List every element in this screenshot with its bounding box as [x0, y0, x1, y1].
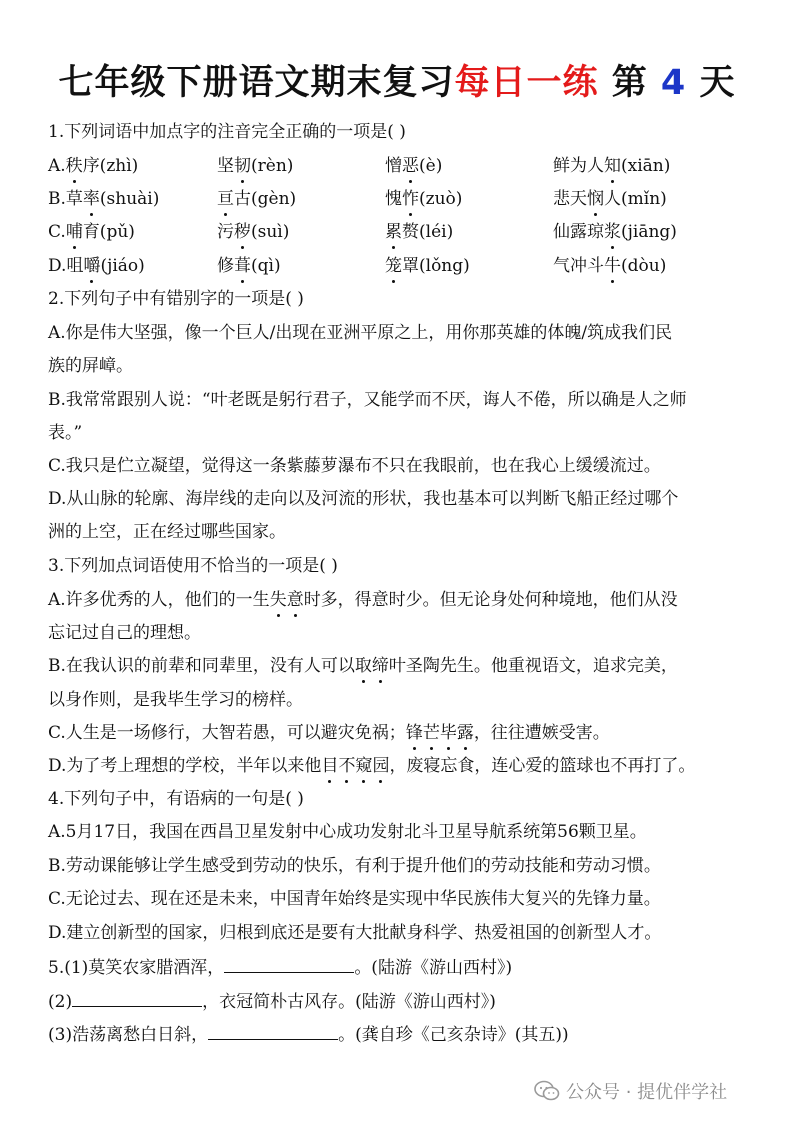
dotted-char: 露	[456, 723, 474, 743]
dotted-char: 秽	[234, 222, 251, 242]
q3-option-c: C.人生是一场修行，大智若愚，可以避灾免祸；锋芒毕露，往往遭嫉受害。	[48, 723, 610, 743]
title-day-number: 4	[660, 63, 687, 103]
q1-option-a-word-2: 坚韧(rèn)	[217, 156, 294, 176]
answer-blank[interactable]	[208, 1023, 338, 1040]
title-highlight: 每日一练	[454, 63, 599, 103]
question-4-stem: 4.下列句子中，有语病的一句是( )	[48, 789, 304, 809]
q1-option-a-word-1: A.秩序(zhì)	[48, 156, 139, 176]
dotted-char: 知	[604, 156, 621, 176]
dotted-char: 恶	[402, 156, 419, 176]
q1-option-c-word-4: 仙露琼浆(jiāng)	[553, 222, 677, 242]
q3-option-d: D.为了考上理想的学校，半年以来他目不窥园，废寝忘食，连心爱的篮球也不再打了。	[48, 756, 696, 776]
q1-option-a-word-4: 鲜为人知(xiān)	[553, 156, 671, 176]
question-5-line-1: 5.(1)莫笑农家腊酒浑， 。(陆游《游山西村》)	[48, 958, 513, 978]
dotted-char: 毕	[439, 723, 457, 743]
dotted-char: 悯	[587, 189, 604, 209]
dotted-char: 嚼	[83, 256, 101, 276]
q3-option-a-line-2: 忘记过自己的理想。	[48, 623, 201, 643]
dotted-phrase	[406, 723, 474, 743]
q4-option-b: B.劳动课能够让学生感受到劳动的快乐，有利于提升他们的劳动技能和劳动习惯。	[48, 856, 661, 876]
dotted-char: 哺	[65, 222, 83, 242]
dotted-char: 韧	[234, 156, 251, 176]
dotted-char: 怍	[402, 189, 419, 209]
q4-option-c: C.无论过去、现在还是未来，中国青年始终是实现中华民族伟大复兴的先锋力量。	[48, 889, 661, 909]
q1-option-b-word-1: B.草率(shuài)	[48, 189, 160, 209]
question-2-stem: 2.下列句子中有错别字的一项是( )	[48, 289, 304, 309]
dotted-char: 笼	[385, 256, 402, 276]
dotted-char: 失	[269, 590, 287, 610]
dotted-char: 浆	[604, 222, 621, 242]
q2-option-d-line-1: D.从山脉的轮廓、海岸线的走向以及河流的形状，我也基本可以判断飞船正经过哪个	[48, 489, 679, 509]
q1-option-d-word-4: 气冲斗牛(dòu)	[553, 256, 667, 276]
title-day-suffix: 天	[686, 63, 736, 103]
watermark-text: 公众号 · 提优伴学社	[566, 1082, 728, 1103]
wechat-icon	[534, 1080, 560, 1102]
answer-blank[interactable]	[224, 956, 354, 973]
dotted-char: 牛	[604, 256, 621, 276]
q2-option-b-line-1: B.我常常跟别人说：“叶老既是躬行君子，又能学而不厌，诲人不倦，所以确是人之师	[48, 390, 687, 410]
title-main: 七年级下册语文期末复习	[58, 63, 455, 103]
dotted-char: 率	[82, 189, 100, 209]
dotted-char: 累	[385, 222, 402, 242]
q2-option-b-line-2: 表。”	[48, 423, 83, 443]
q1-option-d-word-1: D.咀嚼(jiáo)	[48, 256, 145, 276]
dotted-phrase	[321, 756, 389, 776]
dotted-phrase	[355, 656, 389, 676]
q4-option-d: D.建立创新型的国家，归根到底还是要有大批献身科学、热爱祖国的创新型人才。	[48, 923, 662, 943]
watermark	[534, 1078, 727, 1104]
dotted-char: 缔	[371, 656, 389, 676]
q1-option-c-word-2: 污秽(suì)	[217, 222, 290, 242]
q2-option-c: C.我只是伫立凝望，觉得这一条紫藤萝瀑布不只在我眼前，也在我心上缓缓流过。	[48, 456, 661, 476]
title-day-prefix: 第	[598, 63, 661, 103]
q4-option-a: A.5月17日，我国在西昌卫星发射中心成功发射北斗卫星导航系统第56颗卫星。	[48, 822, 647, 842]
dotted-char: 芒	[422, 723, 440, 743]
dotted-char: 亘	[217, 189, 234, 209]
question-3-stem: 3.下列加点词语使用不恰当的一项是( )	[48, 556, 338, 576]
dotted-char: 窥	[355, 756, 373, 776]
q3-option-b-line-1: B.在我认识的前辈和同辈里，没有人可以取缔叶圣陶先生。他重视语文，追求完美，	[48, 656, 678, 676]
q1-option-a-word-3: 憎恶(è)	[385, 156, 443, 176]
dotted-char: 锋	[405, 723, 423, 743]
q1-option-d-word-3: 笼罩(lǒng)	[385, 256, 470, 276]
q1-option-c-word-1: C.哺育(pǔ)	[48, 222, 135, 242]
dotted-char: 园	[372, 756, 390, 776]
page-title	[0, 55, 794, 105]
dotted-phrase	[270, 590, 304, 610]
question-5-line-2: (2) ，衣冠简朴古风存。(陆游《游山西村》)	[48, 992, 496, 1012]
dotted-char: 不	[338, 756, 356, 776]
q1-option-b-word-3: 愧怍(zuò)	[385, 189, 463, 209]
question-5-line-3: (3)浩荡离愁白日斜， 。(龚自珍《己亥杂诗》(其五))	[48, 1025, 569, 1045]
answer-blank[interactable]	[72, 990, 202, 1007]
question-1-stem: 1.下列词语中加点字的注音完全正确的一项是( )	[48, 122, 406, 142]
q3-option-b-line-2: 以身作则，是我毕生学习的榜样。	[48, 690, 303, 710]
q2-option-a-line-2: 族的屏嶂。	[48, 356, 133, 376]
q1-option-b-word-2: 亘古(gèn)	[217, 189, 297, 209]
q2-option-d-line-2: 洲的上空，正在经过哪些国家。	[48, 522, 286, 542]
q1-option-c-word-3: 累赘(léi)	[385, 222, 454, 242]
q1-option-d-word-2: 修葺(qì)	[217, 256, 281, 276]
q1-option-b-word-4: 悲天悯人(mǐn)	[553, 189, 667, 209]
dotted-char: 意	[286, 590, 304, 610]
dotted-char: 葺	[234, 256, 251, 276]
dotted-char: 秩	[65, 156, 83, 176]
dotted-char: 取	[354, 656, 372, 676]
q2-option-a-line-1: A.你是伟大坚强，像一个巨人/出现在亚洲平原之上，用你那英雄的体魄/筑成我们民	[48, 323, 673, 343]
dotted-char: 目	[321, 756, 339, 776]
q3-option-a-line-1: A.许多优秀的人，他们的一生失意时多，得意时少。但无论身处何种境地，他们从没	[48, 590, 678, 610]
